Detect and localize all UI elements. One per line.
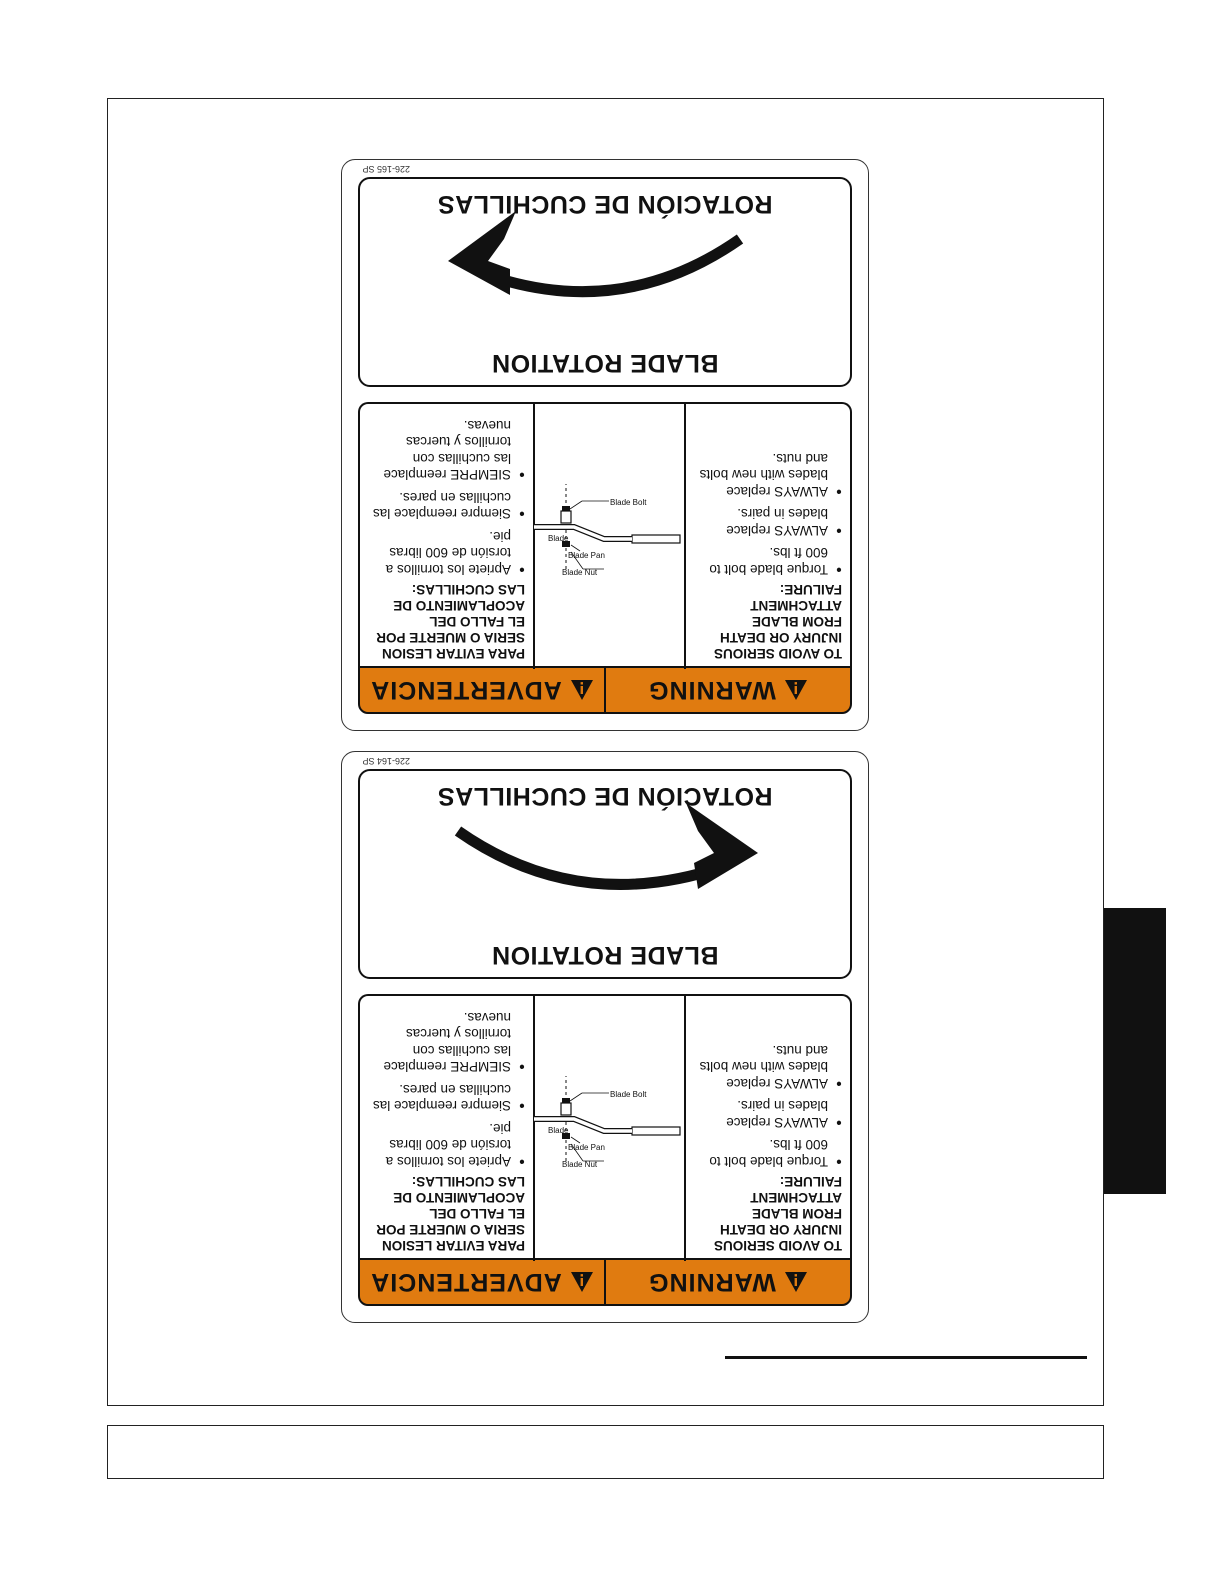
instruction-item: ● Torque blade bolt to 600 ft lbs. [694,544,842,577]
warning-triangle-icon [570,1271,594,1293]
warning-header-en: WARNING [604,668,850,712]
rotation-label-es: ROTACIÓN DE CUCHILLAS [437,782,773,810]
instruction-item: ● SIEMPRE reemplace las cuchillas con tornillos y tuercas nuevas. [368,1009,525,1075]
part-number: 226-165 SP [362,164,410,174]
english-instructions: TO AVOID SERIOUS INJURY OR DEATH FROM BLADE ATTACHMENT FAILURE: ● Torque blade bolt to 600 ft lbs. ● ALWAYS replace blades in pairs. ● ALWAYS replace blades with new bolts and nuts. [684,996,850,1261]
label-blade-bolt: Blade Bolt [610,498,647,507]
section-rule [725,1356,1087,1359]
instruction-item: ● Siempre reemplace las cuchillas en pares. [368,489,525,522]
label-blade-pan: Blade Pan [568,551,605,560]
rotation-label-en: BLADE ROTATION [491,941,719,969]
instruction-item: ● ALWAYS replace blades in pairs. [694,505,842,538]
instruction-item: ● SIEMPRE reemplace las cuchillas con tornillos y tuercas nuevas. [368,417,525,483]
instruction-item: ● Apriete los tornillos a torsión de 600 libras pie. [368,528,525,578]
label-blade-pan: Blade Pan [568,1143,605,1152]
instruction-item: ● ALWAYS replace blades in pairs. [694,1097,842,1130]
label-blade-bolt: Blade Bolt [610,1090,647,1099]
instruction-item: ● ALWAYS replace blades with new bolts and nuts. [694,450,842,500]
blade-assembly-diagram [533,402,684,669]
blade-assembly-diagram [533,994,684,1261]
instruction-item: ● Siempre reemplace las cuchillas en pares. [368,1081,525,1114]
footer-box [107,1425,1104,1479]
section-tab [1104,908,1166,1194]
instruction-item: ● ALWAYS replace blades with new bolts and nuts. [694,1042,842,1092]
warning-triangle-icon [784,679,808,701]
part-number: 226-164 SP [362,756,410,766]
blade-attachment-figure [533,996,684,1261]
rotation-label-en: BLADE ROTATION [491,349,719,377]
label-blade-nut: Blade Nut [562,568,598,577]
safety-decal-blade-rotation [341,751,869,1323]
label-blade-nut: Blade Nut [562,1160,598,1169]
instruction-item: ● Apriete los tornillos a torsión de 600 libras pie. [368,1120,525,1170]
spanish-instructions: PARA EVITAR LESION SERIA O MUERTE POR EL FALLO DEL ACOPLAMIENTO DE LAS CUCHILLAS: ● Apriete los tornillos a torsión de 600 libras pie. ● Siempre reemplace las cuchillas en pares. ● SIEMPRE reemplace las cuchillas con tornillos y tuercas nuevas. [360,996,533,1261]
label-blade: Blade [548,534,569,543]
decal-body [358,402,852,669]
blade-rotation-panel [358,769,852,979]
warning-header-en: WARNING [604,1260,850,1304]
warning-triangle-icon [784,1271,808,1293]
spanish-instructions: PARA EVITAR LESION SERIA O MUERTE POR EL FALLO DEL ACOPLAMIENTO DE LAS CUCHILLAS: ● Apriete los tornillos a torsión de 600 libras pie. ● Siempre reemplace las cuchillas en pares. ● SIEMPRE reemplace las cuchillas con tornillos y tuercas nuevas. [360,404,533,669]
rotation-label-es: ROTACIÓN DE CUCHILLAS [437,190,773,218]
warning-triangle-icon [570,679,594,701]
decal-header [358,666,852,714]
english-instructions: TO AVOID SERIOUS INJURY OR DEATH FROM BLADE ATTACHMENT FAILURE: ● Torque blade bolt to 600 ft lbs. ● ALWAYS replace blades in pairs. ● ALWAYS replace blades with new bolts and nuts. [684,404,850,669]
label-blade: Blade [548,1126,569,1135]
decal-header [358,1258,852,1306]
warning-header-es: ADVERTENCIA [360,668,604,712]
blade-rotation-panel [358,177,852,387]
blade-attachment-figure [533,404,684,669]
decal-body [358,994,852,1261]
safety-decal-blade-rotation [341,159,869,731]
instruction-item: ● Torque blade bolt to 600 ft lbs. [694,1136,842,1169]
warning-header-es: ADVERTENCIA [360,1260,604,1304]
